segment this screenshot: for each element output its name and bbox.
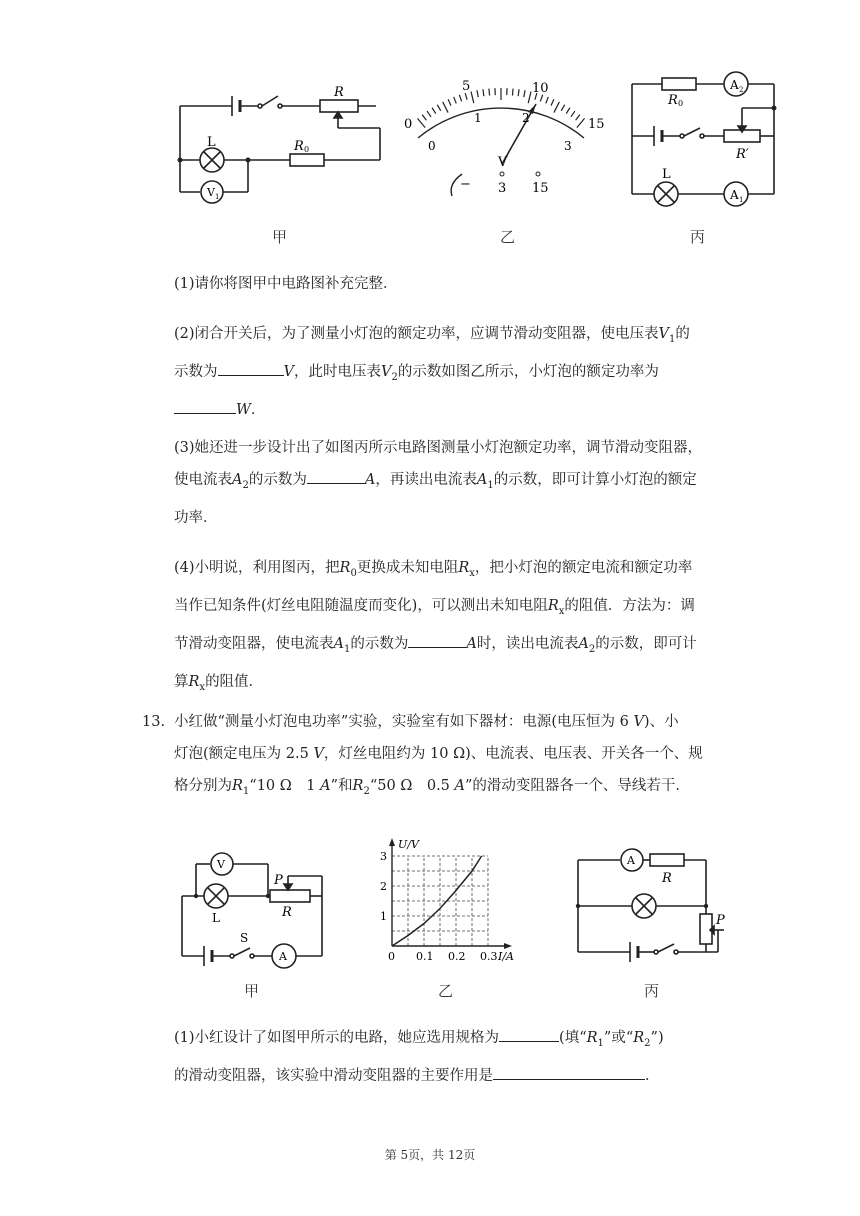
svg-text:R: R bbox=[294, 139, 304, 154]
answer-blank[interactable] bbox=[307, 469, 365, 484]
svg-text:0: 0 bbox=[404, 117, 413, 132]
answer-blank[interactable] bbox=[493, 1065, 645, 1080]
y-tick-label: 1 bbox=[380, 910, 387, 923]
svg-text:2: 2 bbox=[739, 86, 744, 94]
svg-text:R: R bbox=[668, 93, 678, 108]
circuit-diagram-bing-q13 bbox=[570, 846, 730, 974]
y-tick-label: 3 bbox=[380, 850, 387, 863]
svg-text:R: R bbox=[282, 905, 292, 920]
svg-text:R′: R′ bbox=[736, 147, 749, 162]
svg-text:V: V bbox=[498, 155, 508, 170]
answer-blank[interactable] bbox=[218, 361, 284, 376]
voltmeter-dial bbox=[396, 70, 616, 200]
circuit-diagram-bing-top bbox=[624, 66, 784, 216]
circuit-diagram-jia-q13 bbox=[176, 846, 336, 974]
svg-text:A: A bbox=[730, 78, 739, 92]
q12-part4: (4)小明说，利用图丙，把$R_0$更换成未知电阻$R_x$，把小灯泡的额定电流和额定功率 当作已知条件(灯丝电阻随温度而变化)，可以测出未知电阻$R_x$的阻值．方法为：调 节滑动变阻器，使电流表$A_1$的示数为 A时，读出电流表$A_2$的示数，即可计 算$R_x$的阻值． bbox=[174, 560, 697, 693]
svg-text:5: 5 bbox=[462, 79, 471, 94]
answer-blank[interactable] bbox=[499, 1027, 559, 1042]
answer-blank[interactable] bbox=[408, 633, 466, 648]
q13-part1: (1)小红设计了如图甲所示的电路，她应选用规格为 (填“$R_1$”或“$R_2$”) 的滑动变阻器，该实验中滑动变阻器的主要作用是 ． bbox=[174, 1022, 734, 1092]
svg-text:1: 1 bbox=[215, 193, 220, 201]
svg-text:A: A bbox=[627, 854, 635, 867]
caption-q13-yi: 乙 bbox=[438, 982, 454, 1000]
q12-part1: (1)请你将图甲中电路图补充完整． bbox=[174, 276, 398, 292]
svg-text:V: V bbox=[217, 858, 225, 871]
svg-text:0: 0 bbox=[678, 99, 684, 108]
x-tick-label: 0.1 bbox=[416, 950, 434, 963]
q12-part2: (2)闭合开关后，为了测量小灯泡的额定功率，应调节滑动变阻器，使电压表$V_1$的 示数为 V，此时电压表$V_2$的示数如图乙所示，小灯泡的额定功率为 W． bbox=[174, 326, 690, 418]
circuit-diagram-jia-top bbox=[170, 82, 390, 212]
svg-text:2: 2 bbox=[522, 111, 530, 125]
q13-stem: 13. 小红做“测量小灯泡电功率”实验，实验室有如下器材：电源(电压恒为 6 V)、小 灯泡(额定电压为 2.5 V，灯丝电阻约为 10 Ω)、电流表、电压表、开关各一个、规 格分别为$R_1“10$ Ω 1 A”和$R_2“50$ Ω 0.5 A”的滑动变阻器各一个、导线若干． bbox=[142, 714, 703, 797]
caption-q13-jia: 甲 bbox=[244, 982, 260, 1000]
svg-text:3: 3 bbox=[564, 139, 572, 153]
caption-bing: 丙 bbox=[690, 228, 706, 246]
u-i-chart bbox=[370, 830, 520, 976]
svg-text:15: 15 bbox=[588, 117, 605, 132]
svg-text:P: P bbox=[716, 913, 725, 928]
x-axis-label: I/A bbox=[498, 950, 514, 963]
svg-text:0: 0 bbox=[304, 145, 310, 154]
svg-text:A: A bbox=[279, 950, 287, 963]
svg-text:−: − bbox=[460, 177, 471, 192]
x-tick-label: 0.2 bbox=[448, 950, 466, 963]
svg-text:L: L bbox=[662, 167, 671, 182]
x-tick-label: 0.3 bbox=[480, 950, 498, 963]
caption-yi: 乙 bbox=[500, 228, 516, 246]
svg-text:L: L bbox=[212, 911, 220, 925]
page-footer: 第 5页，共 12页 bbox=[384, 1148, 476, 1162]
caption-jia: 甲 bbox=[272, 228, 288, 246]
y-axis-arrow bbox=[389, 838, 395, 846]
y-tick-label: 2 bbox=[380, 880, 387, 893]
svg-text:S: S bbox=[240, 931, 249, 945]
svg-text:10: 10 bbox=[532, 81, 549, 96]
svg-text:P: P bbox=[274, 873, 283, 888]
svg-text:A: A bbox=[730, 188, 739, 202]
q12-part3: (3)她还进一步设计出了如图丙所示电路图测量小灯泡额定功率，调节滑动变阻器， 使电流表$A_2$的示数为 A，再读出电流表$A_1$的示数，即可计算小灯泡的额定 功率． bbox=[174, 440, 703, 526]
svg-text:15: 15 bbox=[532, 181, 549, 196]
label-R: R bbox=[334, 85, 344, 100]
svg-text:0: 0 bbox=[428, 139, 436, 153]
x-axis-arrow bbox=[504, 943, 512, 949]
svg-text:1: 1 bbox=[474, 111, 482, 125]
caption-q13-bing: 丙 bbox=[644, 982, 660, 1000]
svg-text:R: R bbox=[662, 871, 672, 886]
label-L: L bbox=[207, 135, 216, 150]
y-axis-label: U/V bbox=[398, 838, 419, 851]
x-tick-label: 0 bbox=[388, 950, 395, 963]
svg-text:V: V bbox=[207, 186, 215, 199]
answer-blank[interactable] bbox=[174, 399, 236, 414]
svg-text:1: 1 bbox=[739, 196, 744, 204]
svg-text:3: 3 bbox=[498, 181, 507, 196]
